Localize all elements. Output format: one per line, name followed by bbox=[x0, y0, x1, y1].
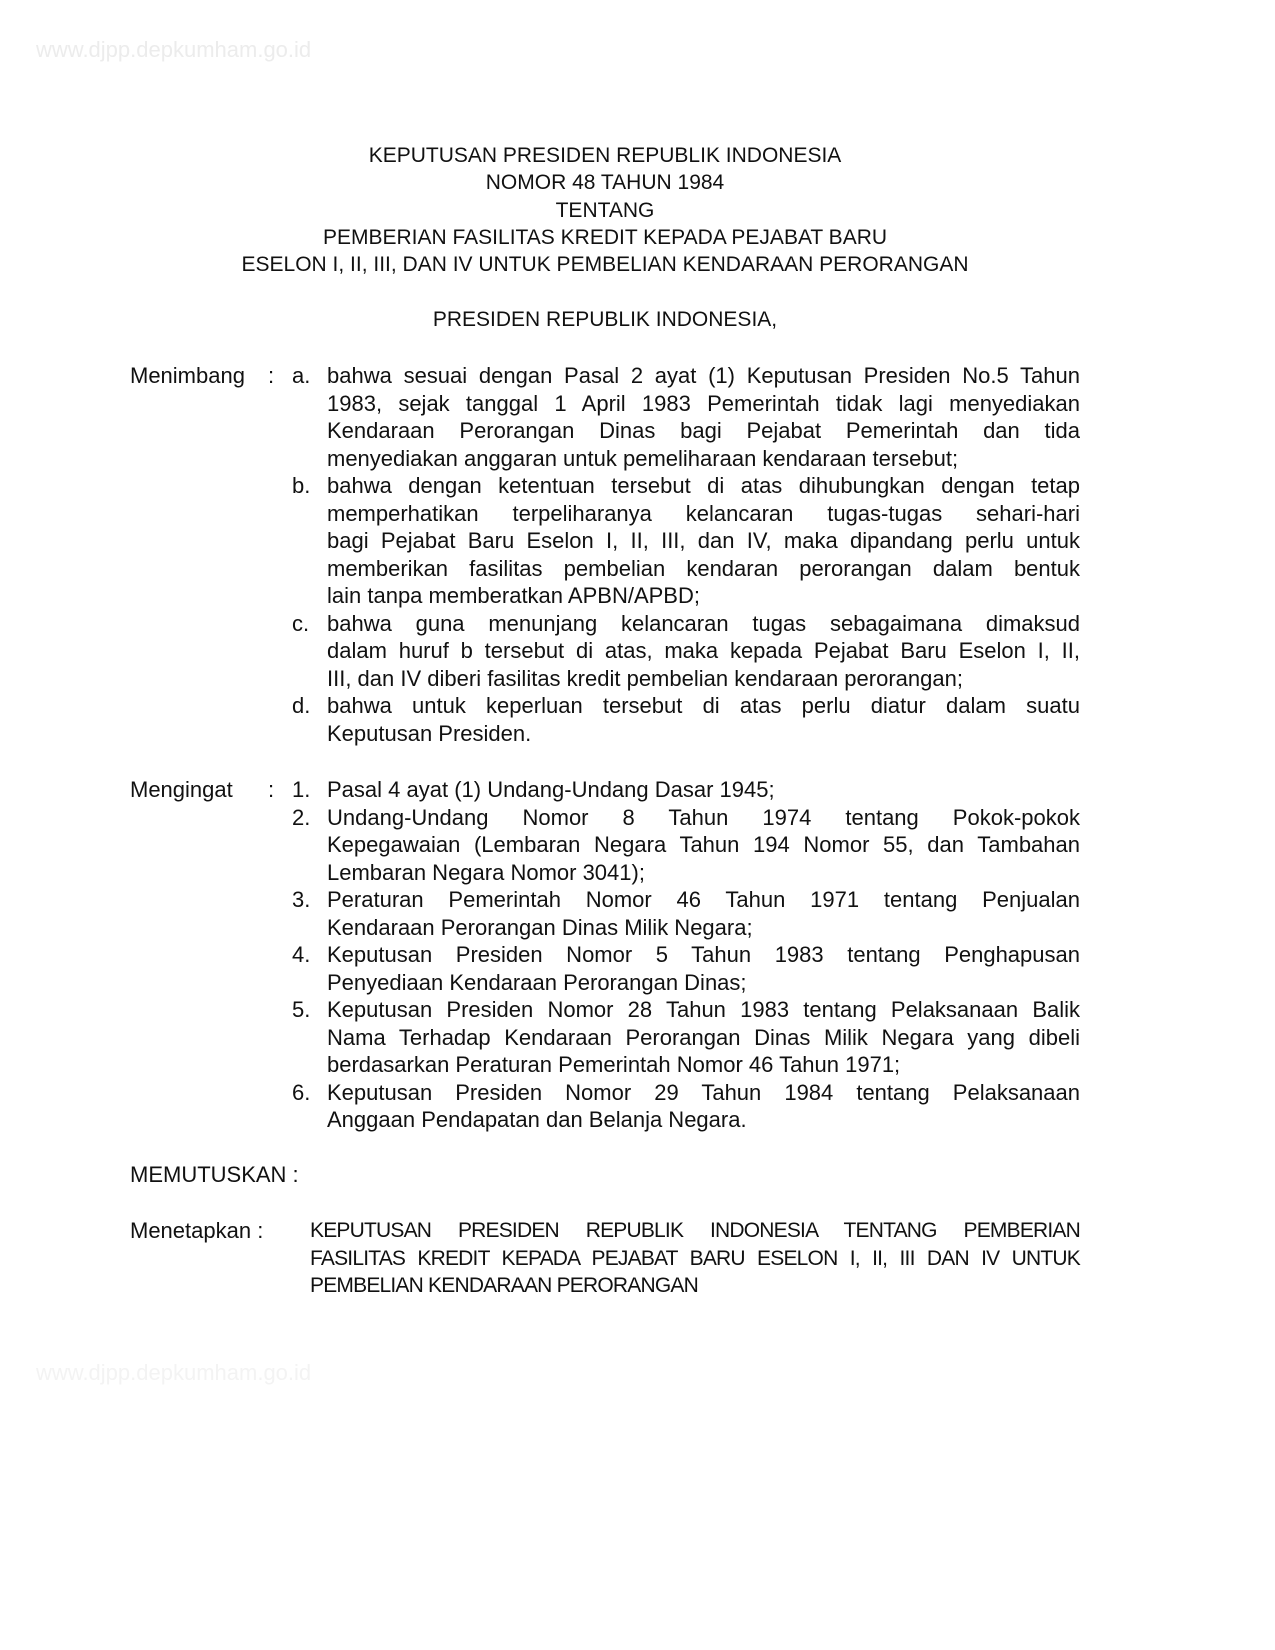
item-marker: 4. bbox=[292, 942, 311, 967]
text-line: Penyediaan Kendaraan Perorangan Dinas; bbox=[327, 969, 747, 995]
text-line: bagi Pejabat Baru Eselon I, II, III, dan IV, maka dipandang perlu untuk bbox=[327, 528, 1080, 553]
president-heading: PRESIDEN REPUBLIK INDONESIA, bbox=[432, 308, 778, 331]
item-marker: 1. bbox=[292, 777, 311, 802]
menimbang-list bbox=[292, 362, 1080, 747]
colon: : bbox=[268, 777, 275, 802]
text-line: lain tanpa memberatkan APBN/APBD; bbox=[327, 583, 700, 608]
text-line: Keputusan Presiden. bbox=[327, 720, 532, 746]
list-item bbox=[292, 776, 1080, 804]
text-line: Nama Terhadap Kendaraan Perorangan Dinas Milik Negara yang dibeli bbox=[327, 1024, 1080, 1050]
section-label: Mengingat bbox=[130, 777, 233, 802]
menetapkan-text bbox=[310, 1217, 1080, 1300]
list-item bbox=[292, 692, 1080, 747]
item-marker: a. bbox=[292, 363, 311, 388]
text-line: bahwa guna menunjang kelancaran tugas sebagaimana dimaksud bbox=[327, 610, 1080, 636]
text-line: Undang-Undang Nomor 8 Tahun 1974 tentang Pokok-pokok bbox=[327, 804, 1080, 830]
list-item bbox=[292, 941, 1080, 996]
item-marker: 5. bbox=[292, 997, 311, 1022]
mengingat-list bbox=[292, 776, 1080, 1134]
item-marker: c. bbox=[292, 610, 310, 636]
text-line: bahwa untuk keperluan tersebut di atas perlu diatur dalam suatu bbox=[327, 693, 1080, 718]
text-line: FASILITAS KREDIT KEPADA PEJABAT BARU ESELON I, II, III DAN IV UNTUK bbox=[310, 1246, 1080, 1270]
text-line: menyediakan anggaran untuk pemeliharaan kendaraan tersebut; bbox=[327, 445, 959, 471]
text-line: berdasarkan Peraturan Pemerintah Nomor 46 Tahun 1971; bbox=[327, 1052, 901, 1077]
title-line: TENTANG bbox=[555, 198, 655, 222]
document-title bbox=[0, 142, 1210, 278]
list-item bbox=[292, 996, 1080, 1079]
text-line: PEMBELIAN KENDARAAN PERORANGAN bbox=[310, 1274, 698, 1297]
text-line: Keputusan Presiden Nomor 28 Tahun 1983 tentang Pelaksanaan Balik bbox=[327, 997, 1080, 1022]
item-marker: 3. bbox=[292, 887, 311, 912]
text-line: Kepegawaian (Lembaran Negara Tahun 194 Nomor 55, dan Tambahan bbox=[327, 832, 1080, 857]
text-line: dalam huruf b tersebut di atas, maka kepada Pejabat Baru Eselon I, II, bbox=[327, 638, 1080, 663]
item-marker: 2. bbox=[292, 804, 311, 830]
list-item bbox=[292, 610, 1080, 693]
text-line: Keputusan Presiden Nomor 5 Tahun 1983 tentang Penghapusan bbox=[327, 942, 1080, 967]
text-line: memberikan fasilitas pembelian kendaran perorangan dalam bentuk bbox=[327, 555, 1080, 581]
section-label: Menetapkan : bbox=[130, 1218, 264, 1243]
item-marker: 6. bbox=[292, 1079, 311, 1105]
item-marker: d. bbox=[292, 693, 311, 718]
text-line: III, dan IV diberi fasilitas kredit pembelian kendaraan perorangan; bbox=[327, 665, 963, 691]
text-line: bahwa dengan ketentuan tersebut di atas dihubungkan dengan tetap bbox=[327, 473, 1080, 498]
list-item bbox=[292, 804, 1080, 887]
watermark-faint: www.djpp.depkumham.go.id bbox=[36, 1360, 312, 1385]
text-line: Peraturan Pemerintah Nomor 46 Tahun 1971 tentang Penjualan bbox=[327, 887, 1080, 912]
list-item bbox=[292, 886, 1080, 941]
text-line: bahwa sesuai dengan Pasal 2 ayat (1) Keputusan Presiden No.5 Tahun bbox=[327, 363, 1080, 388]
title-line: ESELON I, II, III, DAN IV UNTUK PEMBELIAN KENDARAAN PERORANGAN bbox=[241, 253, 969, 277]
title-line: NOMOR 48 TAHUN 1984 bbox=[485, 171, 725, 195]
text-line: Keputusan Presiden Nomor 29 Tahun 1984 tentang Pelaksanaan bbox=[327, 1079, 1080, 1105]
colon: : bbox=[268, 363, 275, 388]
text-line: memperhatikan terpeliharanya kelancaran tugas-tugas sehari-hari bbox=[327, 500, 1080, 526]
text-line: Kendaraan Perorangan Dinas Milik Negara; bbox=[327, 914, 753, 940]
memutuskan-heading: MEMUTUSKAN : bbox=[130, 1162, 299, 1187]
menetapkan-section bbox=[130, 1217, 1080, 1297]
list-item bbox=[292, 472, 1080, 610]
text-line: 1983, sejak tanggal 1 April 1983 Pemerintah tidak lagi menyediakan bbox=[327, 390, 1080, 416]
title-line: PEMBERIAN FASILITAS KREDIT KEPADA PEJABAT BARU bbox=[322, 225, 888, 249]
item-marker: b. bbox=[292, 473, 311, 498]
text-line: Kendaraan Perorangan Dinas bagi Pejabat Pemerintah dan tida bbox=[327, 418, 1080, 443]
section-label: Menimbang bbox=[130, 363, 245, 388]
title-line: KEPUTUSAN PRESIDEN REPUBLIK INDONESIA bbox=[368, 144, 842, 167]
watermark: www.djpp.depkumham.go.id bbox=[36, 37, 312, 62]
text-line: KEPUTUSAN PRESIDEN REPUBLIK INDONESIA TENTANG PEMBERIAN bbox=[310, 1219, 1080, 1242]
list-item bbox=[292, 1079, 1080, 1134]
list-item bbox=[292, 362, 1080, 472]
text-line: Lembaran Negara Nomor 3041); bbox=[327, 859, 645, 885]
text-line: Pasal 4 ayat (1) Undang-Undang Dasar 1945; bbox=[327, 777, 775, 802]
text-line: Anggaan Pendapatan dan Belanja Negara. bbox=[327, 1107, 747, 1132]
